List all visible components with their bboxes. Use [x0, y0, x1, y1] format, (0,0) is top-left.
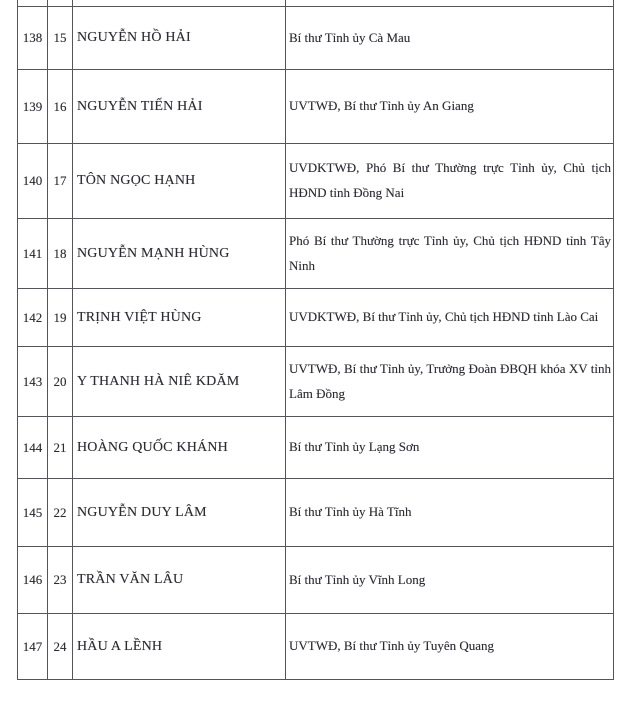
name-cell: TÔN NGỌC HẠNH	[73, 144, 286, 219]
sub-number-cell: 17	[48, 144, 73, 219]
table-row	[18, 7, 614, 70]
name-cell: HẦU A LỀNH	[73, 614, 286, 680]
name-cell: NGUYỄN TIẾN HẢI	[73, 70, 286, 144]
position-cell: Bí thư Tỉnh ủy Hà Tĩnh	[286, 479, 614, 547]
order-number-cell: 143	[18, 347, 48, 417]
name-cell: TRỊNH VIỆT HÙNG	[73, 289, 286, 347]
table-row	[18, 144, 614, 219]
officials-table	[17, 0, 614, 680]
table-row	[18, 417, 614, 479]
order-number-cell: 147	[18, 614, 48, 680]
table-row	[18, 70, 614, 144]
order-number-cell: 144	[18, 417, 48, 479]
table-row	[18, 614, 614, 680]
order-number-cell: 146	[18, 547, 48, 614]
table-row	[18, 547, 614, 614]
sub-number-cell: 16	[48, 70, 73, 144]
name-cell: NGUYỄN DUY LÂM	[73, 479, 286, 547]
table-row	[18, 219, 614, 289]
order-number-cell: 145	[18, 479, 48, 547]
position-cell: UVDKTWĐ, Bí thư Tỉnh ủy, Chủ tịch HĐND tỉnh Lào Cai	[286, 289, 614, 347]
name-cell: Y THANH HÀ NIÊ KDĂM	[73, 347, 286, 417]
position-cell: Bí thư Tỉnh ủy Vĩnh Long	[286, 547, 614, 614]
name-cell: HOÀNG QUỐC KHÁNH	[73, 417, 286, 479]
position-cell: Bí thư Tỉnh ủy Lạng Sơn	[286, 417, 614, 479]
position-cell: UVTWĐ, Bí thư Tỉnh ủy An Giang	[286, 70, 614, 144]
order-number-cell: 138	[18, 7, 48, 70]
sub-number-cell: 18	[48, 219, 73, 289]
table-body	[18, 0, 614, 680]
sub-number-cell: 15	[48, 7, 73, 70]
name-cell: NGUYỄN HỒ HẢI	[73, 7, 286, 70]
position-cell: Bí thư Tỉnh ủy Cà Mau	[286, 7, 614, 70]
position-cell: UVTWĐ, Bí thư Tỉnh ủy, Trưởng Đoàn ĐBQH khóa XV tỉnh Lâm Đồng	[286, 347, 614, 417]
sub-number-cell: 20	[48, 347, 73, 417]
position-cell: UVDKTWĐ, Phó Bí thư Thường trực Tỉnh ủy, Chủ tịch HĐND tỉnh Đồng Nai	[286, 144, 614, 219]
sub-number-cell: 19	[48, 289, 73, 347]
order-number-cell: 140	[18, 144, 48, 219]
order-number-cell: 141	[18, 219, 48, 289]
table-row	[18, 289, 614, 347]
order-number-cell: 139	[18, 70, 48, 144]
sub-number-cell: 22	[48, 479, 73, 547]
name-cell: TRẦN VĂN LÂU	[73, 547, 286, 614]
sub-number-cell: 23	[48, 547, 73, 614]
order-number-cell: 142	[18, 289, 48, 347]
sub-number-cell: 21	[48, 417, 73, 479]
table-row	[18, 347, 614, 417]
table-row	[18, 479, 614, 547]
position-cell: Phó Bí thư Thường trực Tỉnh ủy, Chủ tịch HĐND tỉnh Tây Ninh	[286, 219, 614, 289]
sub-number-cell: 24	[48, 614, 73, 680]
name-cell: NGUYỄN MẠNH HÙNG	[73, 219, 286, 289]
position-cell: UVTWĐ, Bí thư Tỉnh ủy Tuyên Quang	[286, 614, 614, 680]
